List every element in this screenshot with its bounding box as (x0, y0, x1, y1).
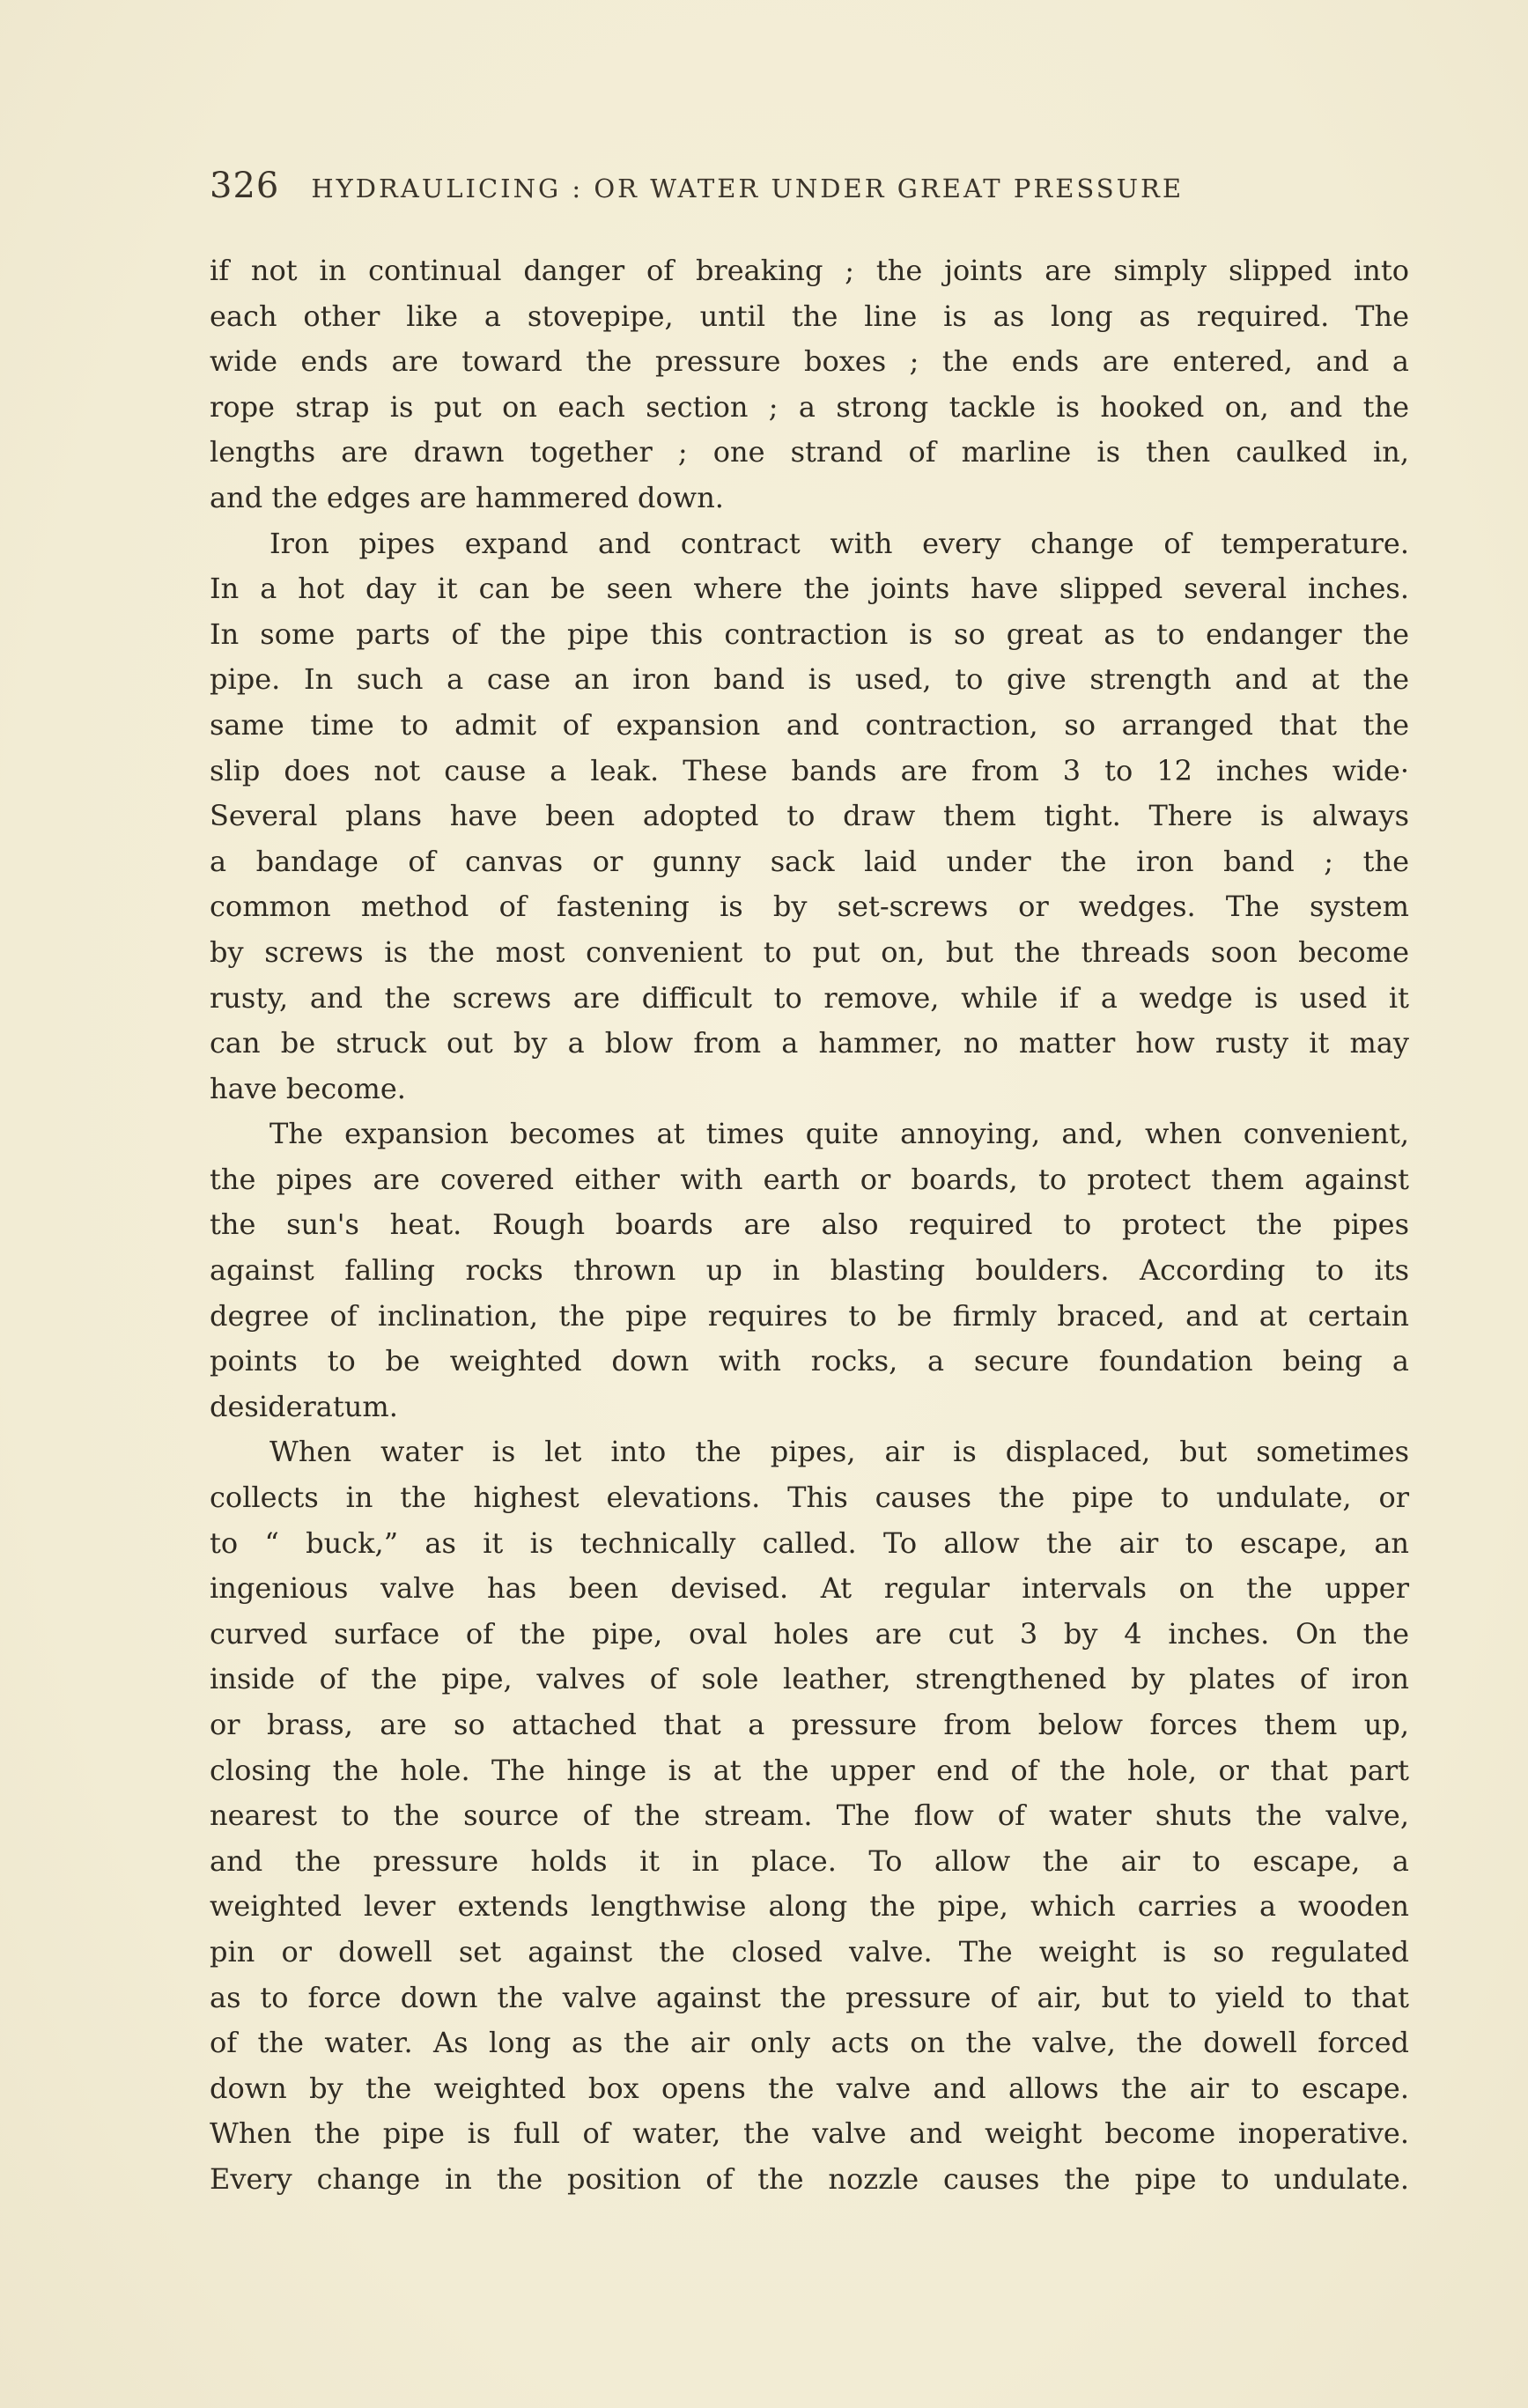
paragraph-start-line: Iron pipes expand and contract with every change of temperature. (269, 526, 1409, 560)
text-line: the pipes are covered either with earth or boards, to protect them against (210, 1162, 1409, 1196)
text-line: lengths are drawn together ; one strand of marline is then caulked in, (210, 435, 1409, 469)
text-line: Several plans have been adopted to draw them tight. There is always (210, 799, 1409, 833)
text-line: rope strap is put on each section ; a strong tackle is hooked on, and the (210, 389, 1409, 424)
text-line: each other like a stovepipe, until the line is as long as required. The (210, 299, 1409, 333)
paragraph-start-line: The expansion becomes at times quite annoying, and, when convenient, (269, 1117, 1409, 1151)
text-line: a bandage of canvas or gunny sack laid under the iron band ; the (210, 844, 1409, 878)
text-line: slip does not cause a leak. These bands are from 3 to 12 inches wide· (210, 753, 1409, 787)
text-line: if not in continual danger of breaking ; the joints are simply slipped into (210, 254, 1409, 287)
text-line: down by the weighted box opens the valve and allows the air to escape. (210, 2071, 1409, 2105)
running-head (210, 166, 1284, 206)
text-line: rusty, and the screws are difficult to remove, while if a wedge is used it (210, 980, 1409, 1015)
text-line: of the water. As long as the air only acts on the valve, the dowell forced (210, 2026, 1409, 2060)
body-text (210, 248, 1409, 2203)
text-line: common method of fastening is by set-screws or wedges. The system (210, 890, 1409, 924)
text-line: and the pressure holds it in place. To allow the air to escape, a (210, 1843, 1409, 1878)
text-line: wide ends are toward the pressure boxes ; the ends are entered, and a (210, 344, 1409, 379)
text-line: inside of the pipe, valves of sole leather, strengthened by plates of iron (210, 1662, 1409, 1696)
paragraph-start-line: When water is let into the pipes, air is displaced, but sometimes (269, 1435, 1409, 1469)
text-line: In a hot day it can be seen where the joints have slipped several inches. (210, 572, 1409, 606)
text-line: Every change in the position of the nozzle causes the pipe to undulate. (210, 2161, 1409, 2196)
text-line: and the edges are hammered down. (210, 480, 724, 514)
text-line: against falling rocks thrown up in blasting boulders. According to its (210, 1253, 1409, 1288)
text-line: same time to admit of expansion and contraction, so arranged that the (210, 707, 1409, 742)
text-line: degree of inclination, the pipe requires to be firmly braced, and at certain (210, 1298, 1409, 1333)
text-line: or brass, are so attached that a pressure from below forces them up, (210, 1708, 1409, 1741)
text-line: have become. (210, 1071, 406, 1105)
page-number: 326 (210, 166, 280, 206)
text-line: curved surface of the pipe, oval holes are cut 3 by 4 inches. On the (210, 1616, 1409, 1651)
text-line: to “ buck,” as it is technically called. To allow the air to escape, an (210, 1525, 1409, 1560)
text-line: pin or dowell set against the closed valve. The weight is so regulated (210, 1934, 1409, 1969)
text-line: points to be weighted down with rocks, a secure foundation being a (210, 1344, 1409, 1378)
text-line: desideratum. (210, 1389, 398, 1423)
running-title: HYDRAULICING : OR WATER UNDER GREAT PRESSURE (311, 174, 1185, 203)
text-line: as to force down the valve against the pressure of air, but to yield to that (210, 1980, 1409, 2014)
text-line: weighted lever extends lengthwise along the pipe, which carries a wooden (210, 1889, 1409, 1924)
text-line: pipe. In such a case an iron band is used, to give strength and at the (210, 662, 1409, 697)
text-line: closing the hole. The hinge is at the upper end of the hole, or that part (210, 1753, 1409, 1787)
text-line: When the pipe is full of water, the valve and weight become inoperative. (210, 2116, 1409, 2151)
text-line: nearest to the source of the stream. The flow of water shuts the valve, (210, 1799, 1409, 1833)
text-line: by screws is the most convenient to put on, but the threads soon become (210, 934, 1409, 969)
text-line: can be struck out by a blow from a hammer, no matter how rusty it may (210, 1026, 1409, 1060)
text-line: In some parts of the pipe this contraction is so great as to endanger the (210, 617, 1409, 651)
text-line: the sun's heat. Rough boards are also required to protect the pipes (210, 1208, 1409, 1242)
text-line: collects in the highest elevations. This causes the pipe to undulate, or (210, 1481, 1409, 1515)
text-line: ingenious valve has been devised. At regular intervals on the upper (210, 1571, 1409, 1606)
